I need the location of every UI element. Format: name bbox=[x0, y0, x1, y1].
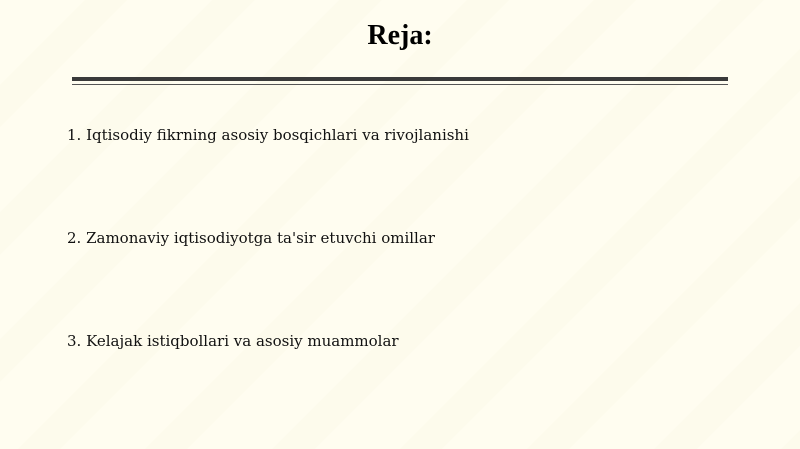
plan-item-2: 2. Zamonaviy iqtisodiyotga ta'sir etuvchi omillar bbox=[67, 229, 435, 247]
title-divider bbox=[72, 77, 728, 86]
divider-thick-line bbox=[72, 77, 728, 81]
slide-title: Reja: bbox=[367, 20, 433, 51]
divider-thin-line bbox=[72, 84, 728, 85]
plan-item-3: 3. Kelajak istiqbollari va asosiy muammolar bbox=[67, 332, 399, 350]
plan-item-1: 1. Iqtisodiy fikrning asosiy bosqichlari va rivojlanishi bbox=[67, 126, 469, 144]
